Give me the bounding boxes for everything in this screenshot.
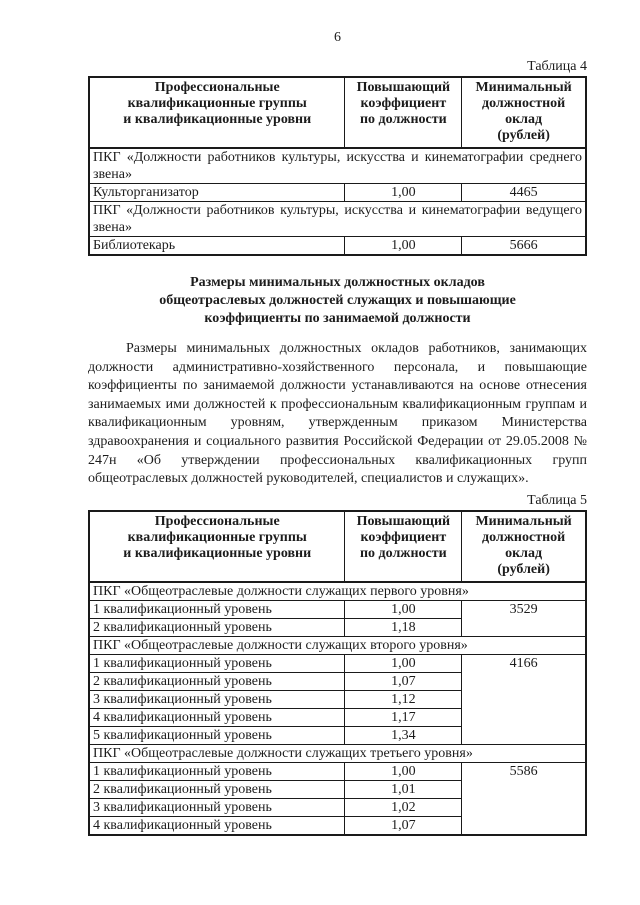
table-row bbox=[89, 654, 586, 672]
table-row-group bbox=[89, 148, 586, 184]
level-cell: 2 квалификационный уровень bbox=[89, 780, 345, 798]
body-paragraph: Размеры минимальных должностных окладов работников, занимающих должности административно-хозяйственного персонала, и повышающие коэффициенты по занимаемой должности устанавливаются на основе отнесения занимаемых ими должностей к профессиональным квалификационным группам и квалификационным уровням, утвержденным приказом Министерства здравоохранения и социального развития Российской Федерации от 29.05.2008 № 247н «Об утверждении профессиональных квалификационных групп общеотраслевых должностей руководителей, специалистов и служащих». bbox=[88, 341, 587, 487]
section-heading-line: общеотраслевых должностей служащих и повышающие bbox=[159, 293, 516, 308]
coefficient-cell: 1,00 bbox=[345, 600, 462, 618]
coefficient-cell: 1,17 bbox=[345, 708, 462, 726]
page-number: 6 bbox=[334, 30, 341, 45]
page-content bbox=[88, 30, 587, 836]
table4-caption: Таблица 4 bbox=[527, 59, 587, 74]
column-header-coefficient: Повышающий коэффициент по должности bbox=[345, 77, 462, 148]
level-cell: 1 квалификационный уровень bbox=[89, 762, 345, 780]
level-cell: 2 квалификационный уровень bbox=[89, 672, 345, 690]
coefficient-cell: 1,00 bbox=[345, 184, 462, 202]
column-header-salary: Минимальный должностной оклад (рублей) bbox=[462, 511, 586, 582]
coefficient-cell: 1,00 bbox=[345, 654, 462, 672]
column-header-groups: Профессиональные квалификационные группы и квалификационные уровни bbox=[89, 77, 345, 148]
salary-table-5 bbox=[88, 510, 587, 836]
salary-table-4 bbox=[88, 76, 587, 256]
coefficient-cell: 1,07 bbox=[345, 816, 462, 835]
table5-header-row bbox=[89, 511, 586, 582]
salary-cell: 4465 bbox=[462, 184, 586, 202]
table4-header-row bbox=[89, 77, 586, 148]
pkg-group-cell: ПКГ «Должности работников культуры, искусства и кинематографии ведущего звена» bbox=[89, 202, 586, 237]
coefficient-cell: 1,12 bbox=[345, 690, 462, 708]
column-header-coefficient: Повышающий коэффициент по должности bbox=[345, 511, 462, 582]
column-header-groups: Профессиональные квалификационные группы и квалификационные уровни bbox=[89, 511, 345, 582]
level-cell: 5 квалификационный уровень bbox=[89, 726, 345, 744]
table-row bbox=[89, 600, 586, 618]
coefficient-cell: 1,34 bbox=[345, 726, 462, 744]
table-row bbox=[89, 237, 586, 256]
column-header-salary: Минимальный должностной оклад (рублей) bbox=[462, 77, 586, 148]
table-row bbox=[89, 762, 586, 780]
salary-cell: 5586 bbox=[462, 762, 586, 835]
section-heading bbox=[88, 274, 587, 328]
coefficient-cell: 1,00 bbox=[345, 237, 462, 256]
level-cell: 3 квалификационный уровень bbox=[89, 690, 345, 708]
section-heading-line: коэффициенты по занимаемой должности bbox=[204, 311, 471, 326]
level-cell: 4 квалификационный уровень bbox=[89, 708, 345, 726]
position-cell: Культорганизатор bbox=[89, 184, 345, 202]
table-row-group bbox=[89, 582, 586, 601]
salary-cell: 3529 bbox=[462, 600, 586, 636]
salary-cell: 5666 bbox=[462, 237, 586, 256]
table-row-group bbox=[89, 202, 586, 237]
table-row-group bbox=[89, 744, 586, 762]
coefficient-cell: 1,00 bbox=[345, 762, 462, 780]
level-cell: 3 квалификационный уровень bbox=[89, 798, 345, 816]
coefficient-cell: 1,01 bbox=[345, 780, 462, 798]
section-heading-line: Размеры минимальных должностных окладов bbox=[190, 275, 485, 290]
table5-caption: Таблица 5 bbox=[527, 492, 587, 508]
coefficient-cell: 1,02 bbox=[345, 798, 462, 816]
table-row bbox=[89, 184, 586, 202]
level-cell: 1 квалификационный уровень bbox=[89, 600, 345, 618]
salary-cell: 4166 bbox=[462, 654, 586, 744]
pkg-group-cell: ПКГ «Должности работников культуры, искусства и кинематографии среднего звена» bbox=[89, 148, 586, 184]
pkg-group-cell: ПКГ «Общеотраслевые должности служащих третьего уровня» bbox=[89, 744, 586, 762]
table-row-group bbox=[89, 636, 586, 654]
position-cell: Библиотекарь bbox=[89, 237, 345, 256]
pkg-group-cell: ПКГ «Общеотраслевые должности служащих второго уровня» bbox=[89, 636, 586, 654]
coefficient-cell: 1,18 bbox=[345, 618, 462, 636]
level-cell: 4 квалификационный уровень bbox=[89, 816, 345, 835]
pkg-group-cell: ПКГ «Общеотраслевые должности служащих первого уровня» bbox=[89, 582, 586, 601]
level-cell: 2 квалификационный уровень bbox=[89, 618, 345, 636]
coefficient-cell: 1,07 bbox=[345, 672, 462, 690]
level-cell: 1 квалификационный уровень bbox=[89, 654, 345, 672]
